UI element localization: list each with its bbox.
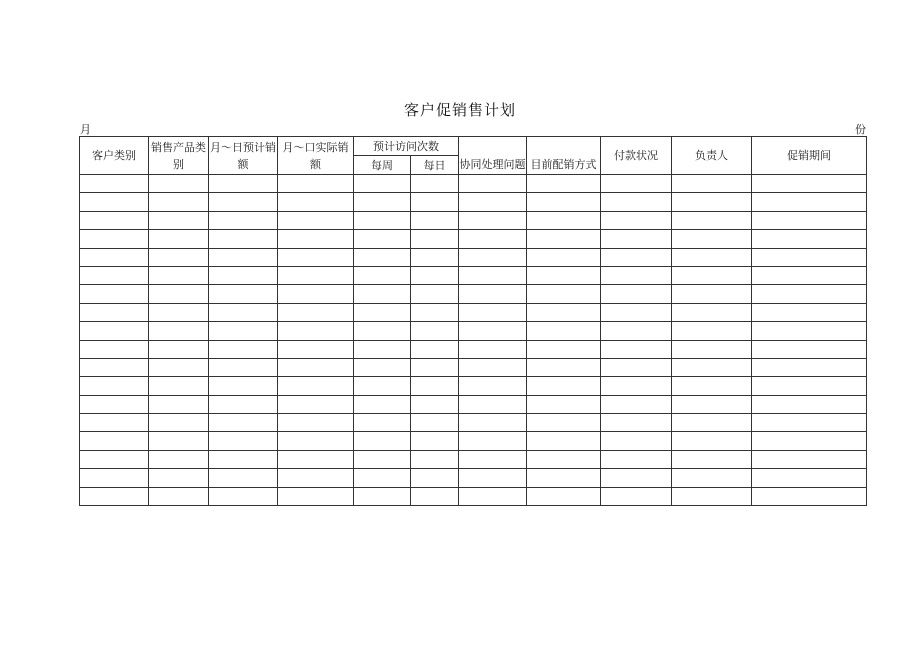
table-cell: [527, 377, 601, 395]
table-cell: [354, 193, 411, 211]
table-cell: [354, 175, 411, 193]
table-cell: [752, 450, 867, 468]
table-cell: [672, 469, 752, 487]
table-cell: [278, 377, 354, 395]
table-cell: [601, 211, 672, 229]
table-cell: [411, 450, 459, 468]
table-cell: [527, 266, 601, 284]
table-cell: [278, 469, 354, 487]
table-cell: [149, 266, 209, 284]
table-cell: [80, 358, 149, 376]
header-product-type: 销售产品类别: [149, 137, 209, 175]
table-cell: [527, 193, 601, 211]
table-cell: [672, 193, 752, 211]
table-cell: [209, 487, 278, 505]
table-cell: [411, 487, 459, 505]
table-cell: [601, 175, 672, 193]
table-cell: [459, 230, 527, 248]
table-cell: [527, 432, 601, 450]
table-cell: [672, 487, 752, 505]
table-row: [80, 487, 867, 505]
table-cell: [209, 395, 278, 413]
table-cell: [672, 230, 752, 248]
table-cell: [411, 469, 459, 487]
table-cell: [459, 469, 527, 487]
table-row: [80, 285, 867, 303]
table-cell: [80, 414, 149, 432]
table-cell: [411, 414, 459, 432]
table-cell: [527, 285, 601, 303]
table-cell: [149, 487, 209, 505]
table-cell: [354, 487, 411, 505]
table-cell: [149, 303, 209, 321]
table-cell: [601, 377, 672, 395]
table-cell: [411, 395, 459, 413]
table-cell: [209, 432, 278, 450]
header-coord-issue: 协同处理问题: [459, 137, 527, 175]
table-cell: [672, 432, 752, 450]
table-cell: [209, 266, 278, 284]
table-cell: [752, 377, 867, 395]
table-cell: [149, 322, 209, 340]
table-cell: [278, 487, 354, 505]
table-cell: [209, 358, 278, 376]
table-cell: [672, 377, 752, 395]
table-cell: [149, 248, 209, 266]
table-cell: [459, 377, 527, 395]
table-cell: [80, 230, 149, 248]
table-cell: [278, 450, 354, 468]
table-cell: [411, 285, 459, 303]
header-actual-sales: 月～口实际销额: [278, 137, 354, 175]
table-cell: [601, 469, 672, 487]
table-cell: [209, 450, 278, 468]
table-cell: [601, 303, 672, 321]
table-cell: [354, 358, 411, 376]
table-cell: [209, 414, 278, 432]
table-cell: [601, 395, 672, 413]
table-cell: [752, 395, 867, 413]
table-cell: [672, 395, 752, 413]
month-label: 月: [80, 123, 91, 136]
table-cell: [278, 414, 354, 432]
table-cell: [278, 303, 354, 321]
table-cell: [80, 487, 149, 505]
table-cell: [278, 358, 354, 376]
table-cell: [278, 266, 354, 284]
table-cell: [278, 322, 354, 340]
table-cell: [278, 340, 354, 358]
table-cell: [149, 395, 209, 413]
table-cell: [209, 211, 278, 229]
table-row: [80, 395, 867, 413]
table-cell: [80, 450, 149, 468]
table-row: [80, 193, 867, 211]
table-cell: [209, 248, 278, 266]
table-cell: [752, 432, 867, 450]
table-cell: [354, 303, 411, 321]
table-cell: [354, 395, 411, 413]
table-cell: [209, 303, 278, 321]
table-row: [80, 340, 867, 358]
table-cell: [411, 377, 459, 395]
table-cell: [80, 340, 149, 358]
table-cell: [459, 193, 527, 211]
table-cell: [527, 395, 601, 413]
table-cell: [149, 285, 209, 303]
table-cell: [411, 432, 459, 450]
table-cell: [527, 175, 601, 193]
table-cell: [80, 322, 149, 340]
table-cell: [527, 303, 601, 321]
table-cell: [80, 211, 149, 229]
table-cell: [80, 175, 149, 193]
table-cell: [80, 285, 149, 303]
table-cell: [752, 340, 867, 358]
header-payment-status: 付款状况: [601, 137, 672, 175]
table-cell: [752, 248, 867, 266]
table-cell: [149, 358, 209, 376]
table-cell: [601, 358, 672, 376]
table-cell: [354, 432, 411, 450]
table-row: [80, 322, 867, 340]
table-cell: [672, 358, 752, 376]
table-cell: [209, 193, 278, 211]
table-cell: [752, 303, 867, 321]
document-title: 客户促销售计划: [403, 101, 516, 119]
table-cell: [672, 322, 752, 340]
table-cell: [459, 211, 527, 229]
header-promo-period: 促销期间: [752, 137, 867, 175]
table-cell: [601, 414, 672, 432]
table-row: [80, 377, 867, 395]
table-cell: [354, 450, 411, 468]
table-cell: [527, 469, 601, 487]
table-cell: [672, 340, 752, 358]
table-cell: [149, 414, 209, 432]
table-row: [80, 414, 867, 432]
table-cell: [601, 487, 672, 505]
table-row: [80, 432, 867, 450]
table-cell: [80, 193, 149, 211]
table-cell: [80, 303, 149, 321]
table-cell: [209, 377, 278, 395]
table-cell: [354, 469, 411, 487]
table-cell: [601, 230, 672, 248]
table-row: [80, 175, 867, 193]
table-cell: [672, 211, 752, 229]
table-cell: [527, 450, 601, 468]
table-cell: [80, 469, 149, 487]
table-cell: [80, 432, 149, 450]
table-cell: [411, 193, 459, 211]
table-cell: [601, 322, 672, 340]
table-cell: [601, 266, 672, 284]
table-row: [80, 469, 867, 487]
table-cell: [527, 358, 601, 376]
table-cell: [354, 266, 411, 284]
table-cell: [149, 432, 209, 450]
table-cell: [209, 469, 278, 487]
table-cell: [459, 285, 527, 303]
table-cell: [672, 285, 752, 303]
table-cell: [411, 248, 459, 266]
table-cell: [527, 230, 601, 248]
table-cell: [601, 450, 672, 468]
table-cell: [354, 230, 411, 248]
table-row: [80, 450, 867, 468]
table-cell: [278, 395, 354, 413]
table-cell: [752, 414, 867, 432]
table-cell: [601, 248, 672, 266]
header-person-in-charge: 负责人: [672, 137, 752, 175]
table-cell: [80, 266, 149, 284]
table-cell: [459, 266, 527, 284]
table-cell: [354, 211, 411, 229]
header-current-method: 目前配销方式: [527, 137, 601, 175]
table-cell: [354, 340, 411, 358]
table-cell: [411, 230, 459, 248]
table-cell: [411, 322, 459, 340]
table-cell: [278, 230, 354, 248]
table-cell: [752, 322, 867, 340]
table-cell: [459, 395, 527, 413]
table-cell: [752, 193, 867, 211]
table-cell: [459, 175, 527, 193]
table-row: [80, 358, 867, 376]
table-cell: [80, 248, 149, 266]
table-cell: [278, 193, 354, 211]
table-row: [80, 230, 867, 248]
header-daily: 每日: [411, 156, 459, 175]
table-cell: [209, 285, 278, 303]
table-cell: [209, 230, 278, 248]
table-body: [80, 175, 867, 506]
table-cell: [149, 377, 209, 395]
table-cell: [672, 450, 752, 468]
table-cell: [459, 487, 527, 505]
table-cell: [527, 414, 601, 432]
table-cell: [149, 230, 209, 248]
table-cell: [752, 487, 867, 505]
table-cell: [459, 248, 527, 266]
table-cell: [672, 248, 752, 266]
table-cell: [411, 211, 459, 229]
table-cell: [752, 266, 867, 284]
table-cell: [672, 414, 752, 432]
table-cell: [209, 340, 278, 358]
table-cell: [411, 266, 459, 284]
header-visit-count: 预计访问次数: [354, 137, 459, 156]
table-cell: [354, 248, 411, 266]
header-weekly: 每周: [354, 156, 411, 175]
table-cell: [149, 211, 209, 229]
table-cell: [459, 358, 527, 376]
table-cell: [672, 266, 752, 284]
table-cell: [149, 193, 209, 211]
table-cell: [752, 175, 867, 193]
table-cell: [149, 175, 209, 193]
table-cell: [278, 285, 354, 303]
table-cell: [672, 303, 752, 321]
table-cell: [411, 303, 459, 321]
table-cell: [411, 358, 459, 376]
table-row: [80, 303, 867, 321]
table-cell: [459, 303, 527, 321]
table-cell: [411, 340, 459, 358]
table-row: [80, 266, 867, 284]
table-cell: [527, 322, 601, 340]
sales-plan-table: [79, 136, 867, 506]
table-cell: [601, 432, 672, 450]
table-cell: [527, 211, 601, 229]
table-cell: [459, 322, 527, 340]
table-cell: [601, 285, 672, 303]
table-cell: [149, 469, 209, 487]
table-cell: [209, 322, 278, 340]
table-cell: [752, 358, 867, 376]
table-row: [80, 211, 867, 229]
table-cell: [459, 340, 527, 358]
table-cell: [149, 450, 209, 468]
table-cell: [601, 193, 672, 211]
table-cell: [459, 450, 527, 468]
fen-label: 份: [855, 123, 866, 136]
table-cell: [527, 340, 601, 358]
table-cell: [278, 248, 354, 266]
table-cell: [672, 175, 752, 193]
table-cell: [752, 469, 867, 487]
table-cell: [80, 395, 149, 413]
table-cell: [278, 175, 354, 193]
table-cell: [80, 377, 149, 395]
table-cell: [601, 340, 672, 358]
table-cell: [278, 211, 354, 229]
table-cell: [459, 432, 527, 450]
table-cell: [752, 230, 867, 248]
table-cell: [527, 487, 601, 505]
table-cell: [527, 248, 601, 266]
table-cell: [149, 340, 209, 358]
header-customer-type: 客户类别: [80, 137, 149, 175]
table-cell: [752, 285, 867, 303]
table-cell: [278, 432, 354, 450]
table-cell: [411, 175, 459, 193]
table-cell: [354, 377, 411, 395]
table-cell: [354, 322, 411, 340]
table-cell: [354, 285, 411, 303]
table-cell: [752, 211, 867, 229]
table-cell: [354, 414, 411, 432]
table-cell: [209, 175, 278, 193]
table-cell: [459, 414, 527, 432]
header-planned-sales: 月～日预计销额: [209, 137, 278, 175]
table-row: [80, 248, 867, 266]
